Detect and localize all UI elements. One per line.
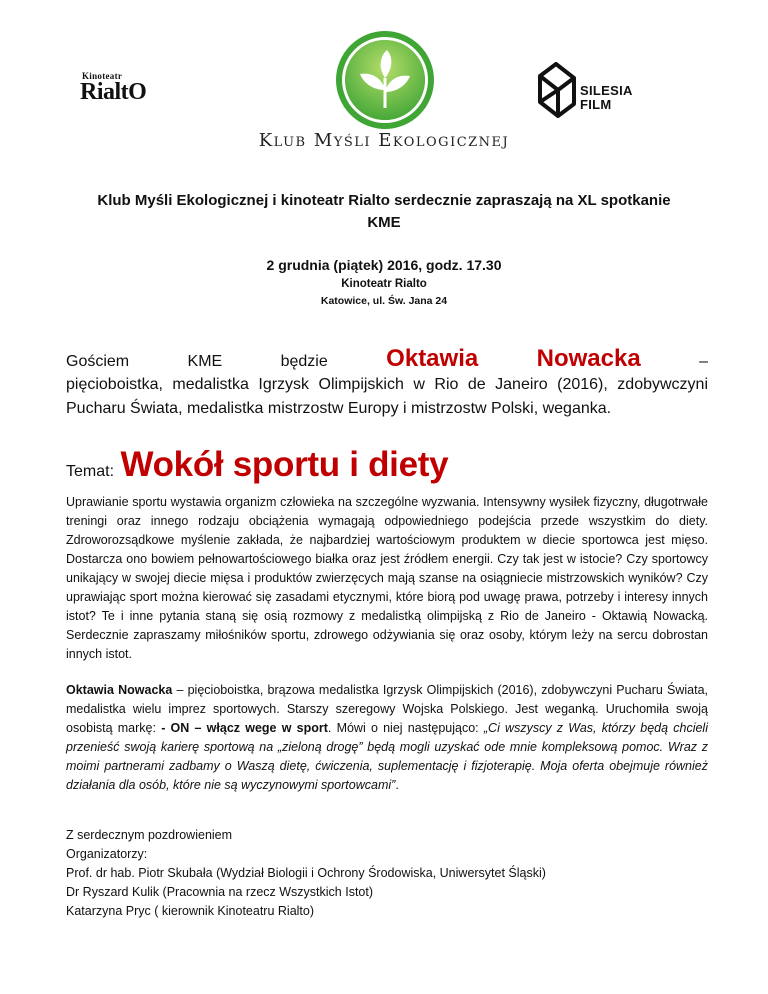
guest-word-1: Gościem: [66, 353, 130, 370]
guest-description: pięcioboistka, medalistka Igrzysk Olimpijskich w Rio de Janeiro (2016), zdobywczyni Pucharu Świata, medalistka mistrzostw Europy i mistrzostw Polski, weganka.: [66, 376, 708, 417]
silesia-line: SILESIA: [580, 83, 633, 98]
guest-bio-text-2: . Mówi o niej następująco:: [327, 721, 484, 735]
guest-last-name: Nowacka: [536, 345, 641, 372]
club-name-heading: Klub Myśli Ekologicznej: [258, 130, 510, 151]
guest-line: [66, 345, 708, 373]
guest-brand-name: - ON – włącz wege w sport: [161, 721, 328, 735]
guest-bio-paragraph: [66, 681, 708, 795]
closing-signature: [66, 826, 546, 921]
guest-word-3: będzie: [280, 353, 328, 370]
guest-quote: „Ci wszyscy z Was, którzy będą chcieli przenieść swoją karierę sportową na „zieloną drogę” będą mogli uzyskać ode mnie kompleksową pomoc. Wraz z moimi partnerami zadbamy o Waszą dietę, ćwiczenia, suplementację i fizjoterapię. Moja oferta obejmuje również działania dla osób, które nie są wyczynowymi sportowcami”: [66, 721, 708, 792]
film-line: FILM: [580, 97, 612, 112]
closing-greeting: Z serdecznym pozdrowieniem: [66, 828, 233, 842]
guest-bio-text: – pięcioboistka, brązowa medalistka Igrzysk Olimpijskich (2016), zdobywczyni Pucharu Świata, medalistka wielu imprez sportowych. Starszy szeregowy Wojska Polskiego. Jest weganką. Uruchomiła swoją osobistą markę:: [66, 683, 708, 735]
topic-line: [66, 445, 448, 485]
event-date: 2 grudnia (piątek) 2016, godz. 17.30: [266, 257, 502, 273]
silesia-film-logo-text: [580, 84, 633, 112]
topic-label: Temat:: [66, 463, 115, 480]
organizer-1: Prof. dr hab. Piotr Skubała (Wydział Biologii i Ochrony Środowiska, Uniwersytet Śląski): [66, 866, 546, 880]
guest-first-name: Oktawia: [386, 345, 479, 372]
guest-dash: –: [699, 353, 708, 370]
guest-word-2: KME: [187, 353, 223, 370]
topic-title: Wokół sportu i diety: [120, 445, 449, 484]
rialto-logo: [80, 72, 146, 104]
event-venue: Kinoteatr Rialto: [341, 278, 427, 290]
guest-bio-end: .: [395, 778, 399, 792]
organizers-label: Organizatorzy:: [66, 847, 148, 861]
event-address: Katowice, ul. Św. Jana 24: [320, 295, 448, 307]
organizer-3: Katarzyna Pryc ( kierownik Kinoteatru Rialto): [66, 904, 315, 918]
rialto-logo-small-text: Kinoteatr: [82, 71, 123, 81]
invitation-heading: Klub Myśli Ekologicznej i kinoteatr Rialto serdecznie zapraszają na XL spotkanie KME: [97, 192, 671, 231]
guest-bio-name: Oktawia Nowacka: [66, 683, 173, 697]
organizer-2: Dr Ryszard Kulik (Pracownia na rzecz Wszystkich Istot): [66, 885, 374, 899]
topic-description-paragraph: Uprawianie sportu wystawia organizm człowieka na szczególne wyzwania. Intensywny wysiłek fizyczny, długotrwałe treningi oraz innego rodzaju obciążenia wymagają odpowiedniego podejścia przede wszystkim do diety. Zdroworozsądkowe myślenie zakłada, że najbardziej wartościowym produktem w diecie sportowca jest mięso. Dostarcza ono bowiem pełnowartościowego białka oraz jest źródłem energii. Czy tak jest w istocie? Czy sportowcy unikający w swojej diecie mięsa i produktów zwierzęcych mają szanse na osiągniecie mistrzowskich wyników? Czy uprawiając sport można kierować się zasadami etycznymi, które biorą pod uwagę prawa, potrzeby i interesy innych istot? Te i inne pytania staną się osią rozmowy z medalistką olimpijską z Rio de Janeiro - Oktawią Nowacką. Serdecznie zapraszamy miłośników sportu, zdrowego odżywiania się oraz osoby, którym leży na sercu dobrostan innych istot.: [66, 495, 708, 661]
rialto-logo-text: RialtO: [80, 79, 147, 105]
kme-leaf-logo-icon: [330, 30, 440, 130]
